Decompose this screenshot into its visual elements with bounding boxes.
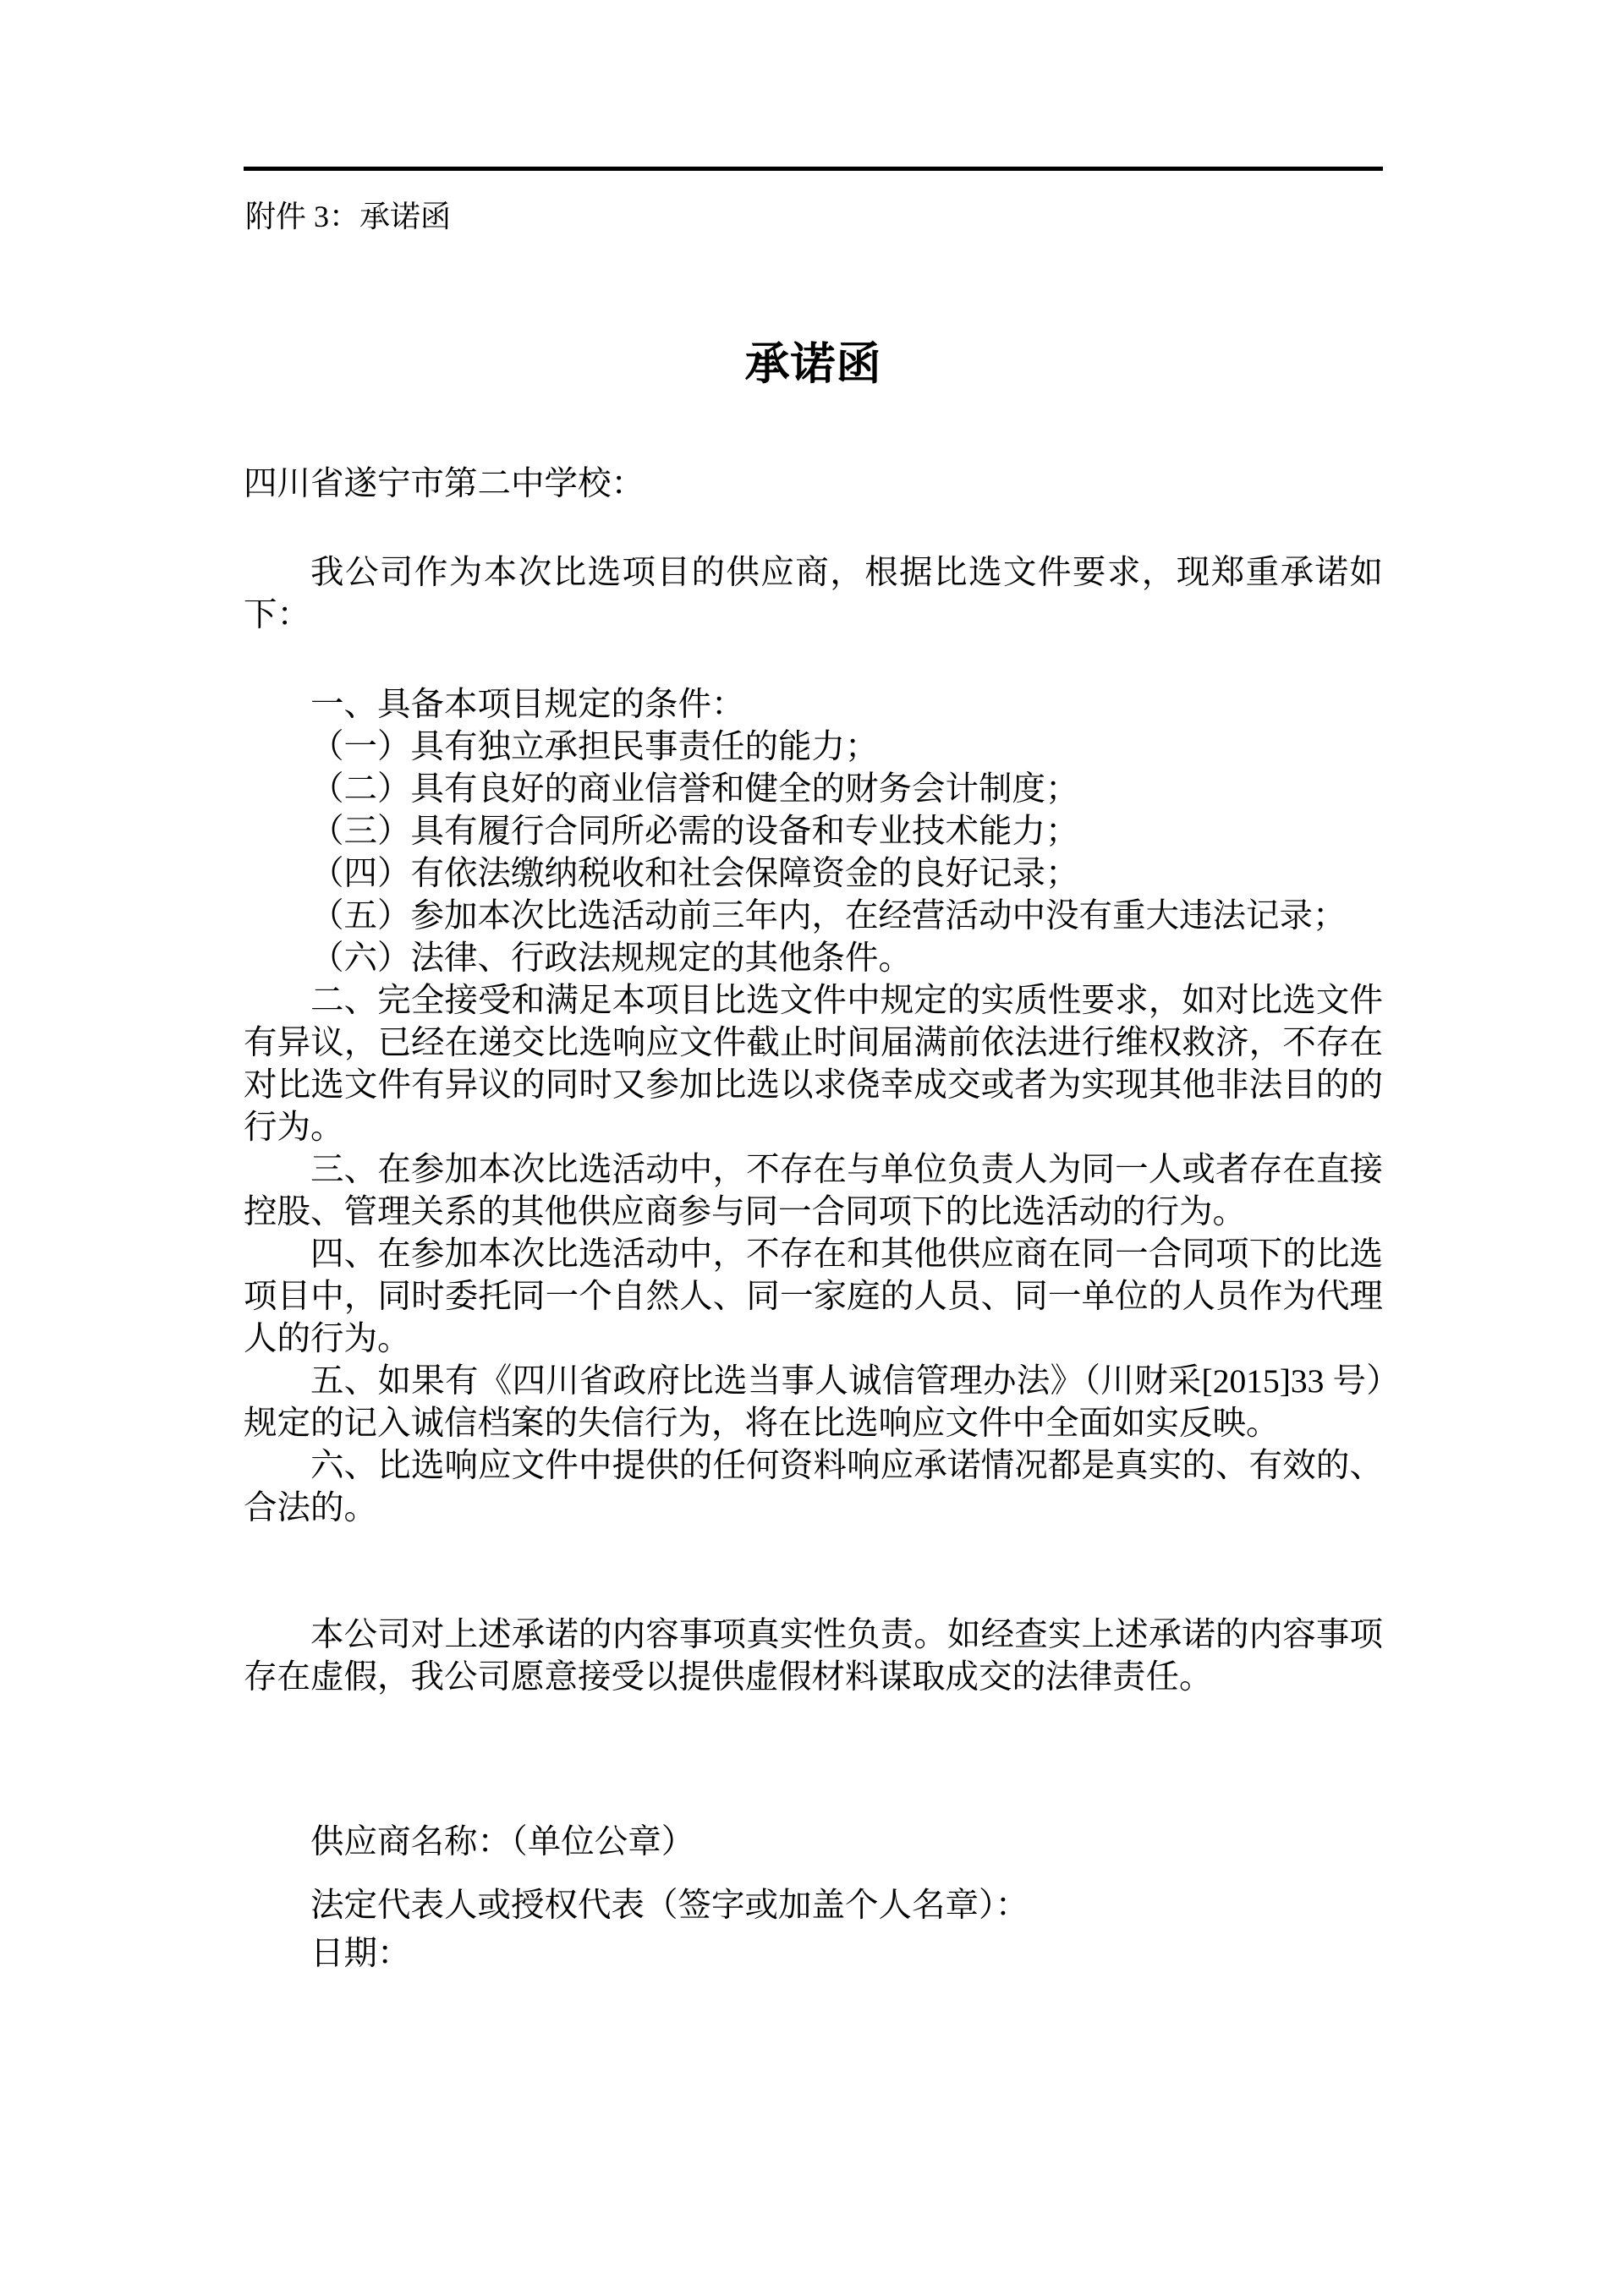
condition-item-3: （三）具有履行合同所必需的设备和专业技术能力； xyxy=(310,813,1079,850)
conditions-heading: 一、具备本项目规定的条件： xyxy=(310,686,745,723)
document-body xyxy=(244,463,1383,1975)
commitment-paragraph-3: 三、在参加本次比选活动中，不存在与单位负责人为同一人或者存在直接控股、管理关系的其他供应商参与同一合同项下的比选活动的行为。 xyxy=(244,1151,1383,1230)
header-rule xyxy=(244,167,1383,171)
condition-item-2: （二）具有良好的商业信誉和健全的财务会计制度； xyxy=(310,770,1079,808)
condition-item-1: （一）具有独立承担民事责任的能力； xyxy=(310,728,879,765)
commitment-paragraph-6: 六、比选响应文件中提供的任何资料响应承诺情况都是真实的、有效的、合法的。 xyxy=(244,1447,1383,1526)
salutation: 四川省遂宁市第二中学校： xyxy=(244,465,645,502)
condition-item-6: （六）法律、行政法规规定的其他条件。 xyxy=(310,940,912,977)
supplier-name-line: 供应商名称：（单位公章） xyxy=(310,1823,695,1860)
intro-paragraph: 我公司作为本次比选项目的供应商，根据比选文件要求，现郑重承诺如下： xyxy=(244,554,1383,633)
condition-item-4: （四）有依法缴纳税收和社会保障资金的良好记录； xyxy=(310,855,1079,892)
attachment-label: 附件 3：承诺函 xyxy=(245,200,452,233)
commitment-paragraph-2: 二、完全接受和满足本项目比选文件中规定的实质性要求，如对比选文件有异议，已经在递交比选响应文件截止时间届满前依法进行维权救济，不存在对比选文件有异议的同时又参加比选以求侥幸成交或者为实现其他非法目的的行为。 xyxy=(244,982,1383,1146)
commitment-paragraph-5: 五、如果有《四川省政府比选当事人诚信管理办法》（川财采[2015]33 号）规定的记入诚信档案的失信行为，将在比选响应文件中全面如实反映。 xyxy=(244,1362,1383,1442)
representative-line: 法定代表人或授权代表（签字或加盖个人名章）： xyxy=(310,1887,1029,1924)
commitment-paragraph-4: 四、在参加本次比选活动中，不存在和其他供应商在同一合同项下的比选项目中，同时委托同一个自然人、同一家庭的人员、同一单位的人员作为代理人的行为。 xyxy=(244,1236,1383,1357)
condition-item-5: （五）参加本次比选活动前三年内，在经营活动中没有重大违法记录； xyxy=(310,897,1347,934)
document-title: 承诺函 xyxy=(744,339,882,389)
date-line: 日期： xyxy=(310,1935,411,1972)
closing-paragraph: 本公司对上述承诺的内容事项真实性负责。如经查实上述承诺的内容事项存在虚假，我公司愿意接受以提供虚假材料谋取成交的法律责任。 xyxy=(244,1616,1383,1696)
